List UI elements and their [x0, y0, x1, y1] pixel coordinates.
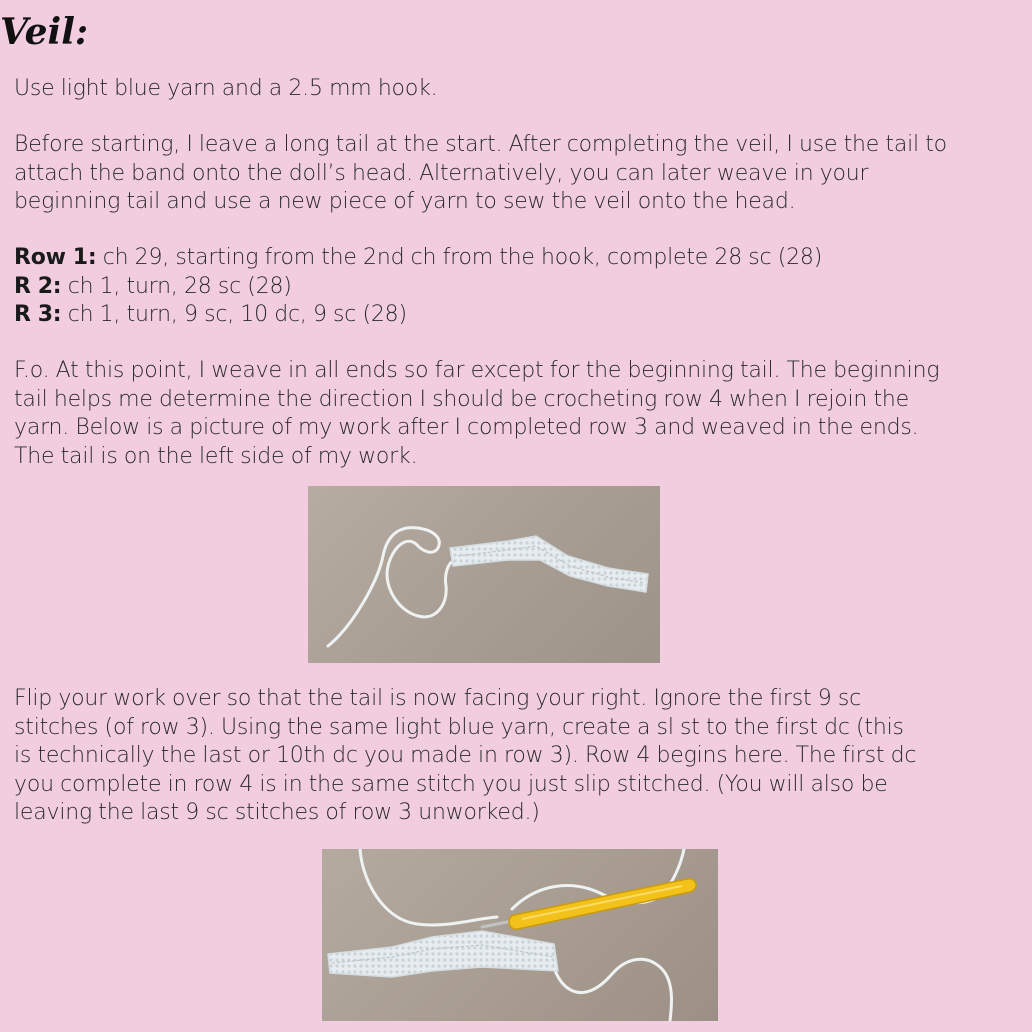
- flip-line: leaving the last 9 sc stitches of row 3 unworked.): [14, 800, 540, 825]
- tail-paragraph: [14, 131, 947, 217]
- crochet-band-illustration: [308, 486, 660, 663]
- flip-line: is technically the last or 10th dc you made in row 3). Row 4 begins here. The first dc: [14, 743, 917, 768]
- crochet-hook-illustration: [322, 849, 718, 1021]
- fasten-off-paragraph: [14, 357, 939, 471]
- intro-line: Use light blue yarn and a 2.5 mm hook.: [14, 76, 438, 101]
- row-2-instruction: [14, 273, 822, 302]
- fo-line: F.o. At this point, I weave in all ends so far except for the beginning tail. The beginning: [14, 358, 940, 383]
- flip-line: Flip your work over so that the tail is now facing your right. Ignore the first 9 sc: [14, 686, 862, 711]
- flip-line: stitches (of row 3). Using the same light blue yarn, create a sl st to the first dc (this: [14, 714, 904, 740]
- fo-line: yarn. Below is a picture of my work after I completed row 3 and weaved in the ends.: [14, 415, 919, 440]
- row-4-start-photo: [322, 849, 718, 1021]
- page-title: Veil:: [0, 11, 89, 53]
- row-1-instruction: [14, 244, 822, 273]
- fo-line: The tail is on the left side of my work.: [14, 443, 418, 469]
- tail-line: attach the band onto the doll’s head. Alternatively, you can later weave in your: [14, 160, 869, 186]
- row-1-text: ch 29, starting from the 2nd ch from the hook, complete 28 sc (28): [96, 245, 823, 270]
- tail-line: Before starting, I leave a long tail at the start. After completing the veil, I use the tail to: [14, 132, 947, 157]
- row-instructions: [14, 244, 822, 330]
- row-3-text: ch 1, turn, 9 sc, 10 dc, 9 sc (28): [61, 302, 407, 327]
- intro-paragraph: [14, 75, 437, 104]
- row-2-label: R 2:: [14, 273, 62, 299]
- row-1-label: Row 1:: [14, 245, 97, 270]
- tail-line: beginning tail and use a new piece of yarn to sew the veil onto the head.: [14, 189, 796, 214]
- row-3-label: R 3:: [14, 302, 62, 327]
- fo-line: tail helps me determine the direction I should be crocheting row 4 when I rejoin the: [14, 386, 909, 412]
- row-3-work-photo: [308, 486, 660, 663]
- row-2-text: ch 1, turn, 28 sc (28): [61, 273, 292, 299]
- row-3-instruction: [14, 301, 822, 330]
- flip-line: you complete in row 4 is in the same stitch you just slip stitched. (You will also be: [14, 771, 888, 797]
- flip-paragraph: [14, 685, 916, 828]
